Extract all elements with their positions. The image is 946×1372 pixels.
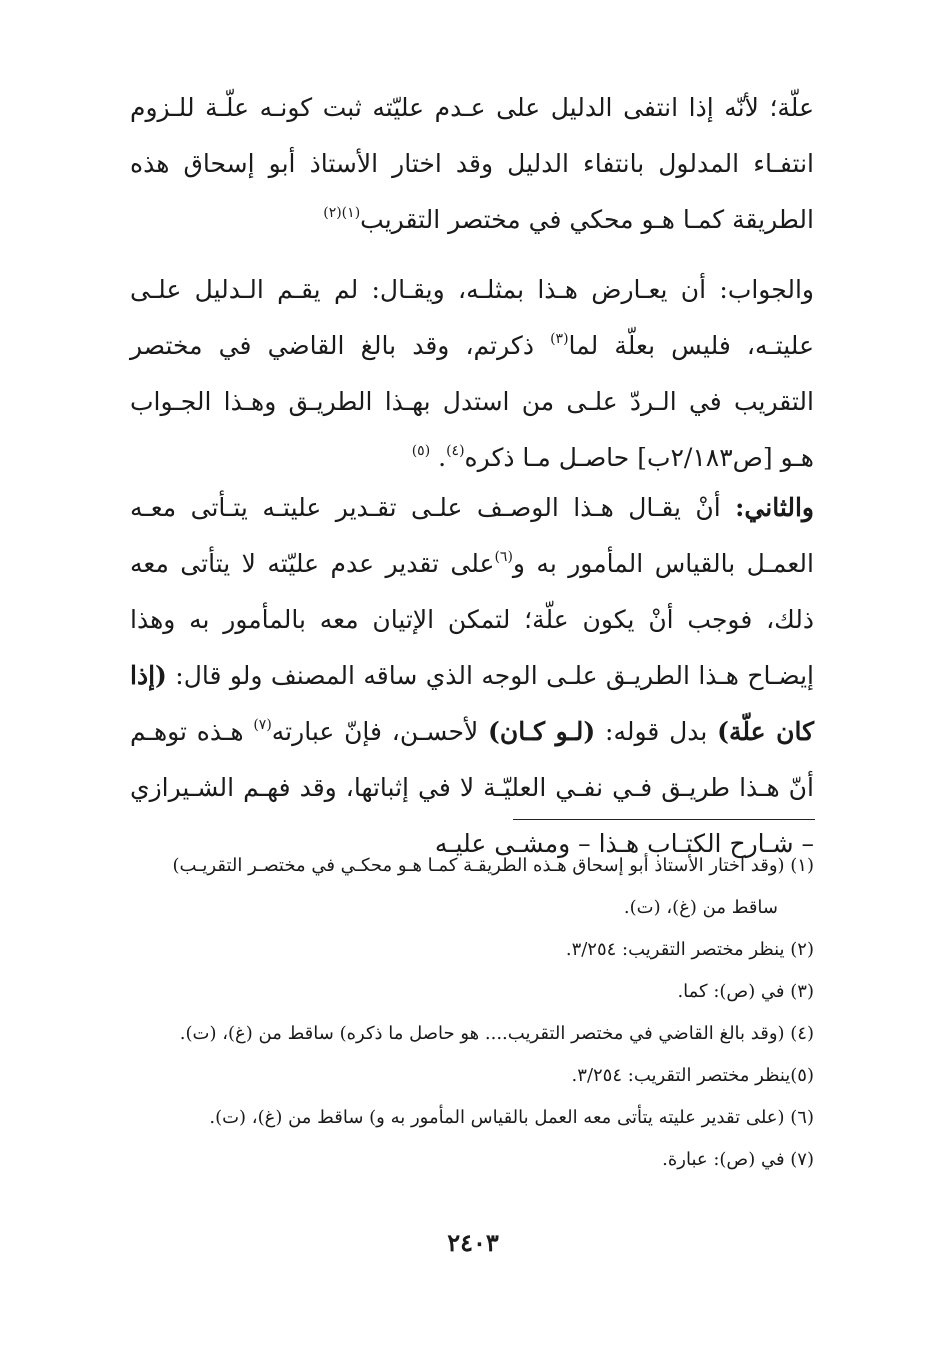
page-number: ٢٤٠٣ [447,1228,499,1257]
footnote-3: (٣) في (ص): كما. [677,981,814,1002]
footnote-2: (٢) ينظر مختصر التقريب: ٣/٢٥٤. [565,939,814,960]
paragraph-3-text-a: أنْ يقـال هـذا الوصـف علـى تقـدير عليتـه يتـأتى معـه العمـل بالقياس المأمور به و [130,493,814,578]
paragraph-2-text-a: والجواب: أن يعـارض هـذا بمثلـه، ويقـال: لم يقـم الـدليل علـى عليتـه، فليس بعلّة لما [130,275,815,360]
footnote-ref-1-2[interactable]: (١)(٢) [323,204,361,221]
footnotes [130,845,814,1181]
paragraph-3-text-e: هـذه توهـم أنّ هـذا طريـق فـي نفـي العليّـة لا في إثباتها، وقد فهـم الشـيرازي – شـارح الكتـاب هـذا – ومشـى عليـه [130,717,814,858]
paragraph-3-text-d: لأحسـن، فإنّ عبارته [271,717,488,746]
footnote-5: (٥)ينظر مختصر التقريب: ٣/٢٥٤. [571,1065,814,1086]
quoted-phrase-2: (لـو كـان) [488,717,596,746]
footnote-ref-3[interactable]: (٣) [550,330,569,347]
footnote-7: (٧) في (ص): عبارة. [662,1149,814,1170]
paragraph-2 [130,262,814,486]
quoted-phrase-1: (إذا كان علّة) [130,661,814,746]
footnote-ref-4[interactable]: (٤) [446,442,465,459]
paragraph-3-text-c: بدل قوله: [595,717,718,746]
footnote-1-continued: ساقط من (غ)، (ت). [623,897,778,918]
footnote-separator [513,819,815,820]
paragraph-2-text-b: ذكرتم، وقد بالغ القاضي في مختصر التقريب في الـردّ علـى من استدل بهـذا الطريـق وهـذا الجـواب هـو [ص٢/١٨٣ب] حاصـل مـا ذكره [130,331,814,472]
paragraph-1-text: علّة؛ لأنّه إذا انتفى الدليل على عـدم عليّته ثبت كونـه علّـة للـزوم انتفـاء المدلول بانتفاء الدليل وقد اختار الأستاذ أبو إسحاق هذه الطريقة كمـا هـو محكي في مختصر التقريب [130,93,814,234]
footnote-ref-5[interactable]: (٥) [411,442,431,459]
paragraph-3-text-b: على تقدير عدم عليّته لا يتأتى معه ذلك، فوجب أنْ يكون علّة؛ لتمكن الإتيان معه بالمأمور به وهذا إيضـاح هـذا الطريـق علـى الوجه الذي ساقه المصنف ولو قال: [130,549,814,690]
footnote-ref-7[interactable]: (٧) [253,716,272,733]
footnote-ref-6[interactable]: (٦) [494,548,513,565]
footnote-6: (٦) (على تقدير عليته يتأتى معه العمل بالقياس المأمور به و) ساقط من (غ)، (ت). [209,1107,814,1128]
paragraph-3 [130,480,814,872]
footnote-1: (١) (وقد اختار الأستاذ أبو إسحاق هـذه الطريقـة كمـا هـو محكـي في مختصـر التقريـب) [172,855,814,876]
paragraph-1 [130,80,814,248]
paragraph-3-lead: والثاني: [735,493,814,522]
paragraph-2-text-c: . [430,443,447,472]
footnote-4: (٤) (وقد بالغ القاضي في مختصر التقريب.... هو حاصل ما ذكره) ساقط من (غ)، (ت). [179,1023,814,1044]
